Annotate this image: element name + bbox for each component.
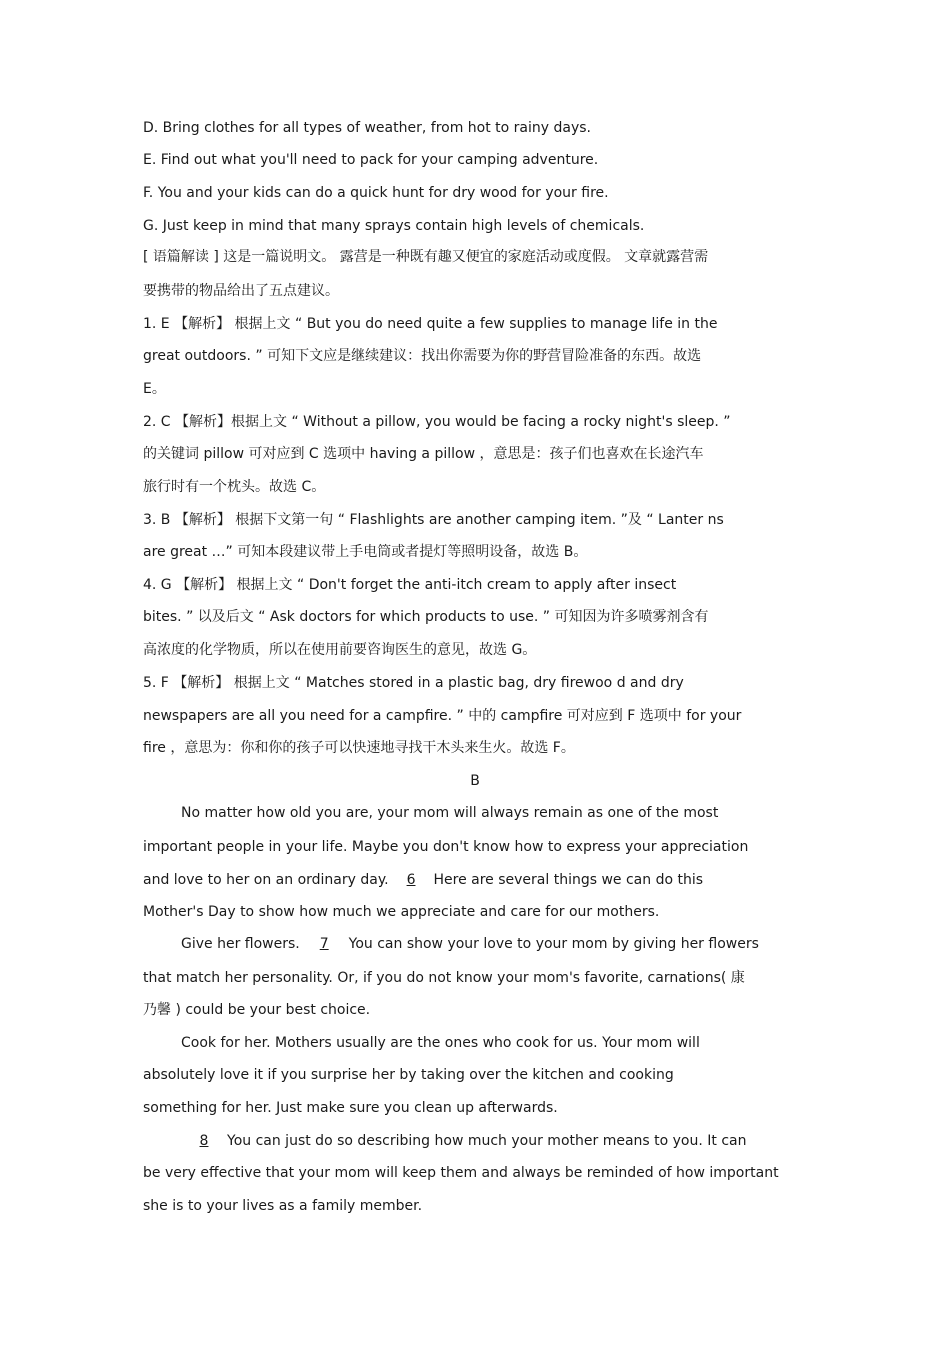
passage-text: You can show your love to your mom by giving her flowers [344,936,759,952]
passage-text: Here are several things we can do this [429,872,704,888]
reading-summary-line: 要携带的物品给出了五点建议。 [143,283,339,299]
answer-2-line: 2. C 【解析】根据上文 “ Without a pillow, you would be facing a rocky night's sleep. ” [143,414,731,430]
answer-1-line: E。 [143,381,166,397]
answer-5-line: newspapers are all you need for a campfire. ” 中的 campfire 可对应到 F 选项中 for your [143,708,742,724]
section-title: B [470,773,480,789]
passage-text: You can just do so describing how much your mother means to you. It can [227,1133,747,1149]
answer-2-line: 的关键词 pillow 可对应到 C 选项中 having a pillow ，意思是：孩子们也喜欢在长途汽车 [143,446,704,462]
answer-4-line: 高浓度的化学物质，所以在使用前要咨询医生的意见，故选 G。 [143,642,537,658]
option-d: D. Bring clothes for all types of weather, from hot to rainy days. [143,120,591,136]
answer-4-line: 4. G 【解析】 根据上文 “ Don't forget the anti-itch cream to apply after insect [143,577,677,593]
passage-line: absolutely love it if you surprise her by taking over the kitchen and cooking [143,1067,674,1083]
answer-1-line: 1. E 【解析】 根据上文 “ But you do need quite a few supplies to manage life in the [143,316,718,332]
passage-text: and love to her on an ordinary day. [143,872,394,888]
passage-line: No matter how old you are, your mom will always remain as one of the most [181,805,719,821]
answer-2-line: 旅行时有一个枕头。故选 C。 [143,479,326,495]
answer-1-line: great outdoors. ” 可知下文应是继续建议：找出你需要为你的野营冒险准备的东西。故选 [143,348,702,364]
passage-line: Cook for her. Mothers usually are the ones who cook for us. Your mom will [181,1035,700,1051]
passage-line: something for her. Just make sure you clean up afterwards. [143,1100,558,1116]
blank-7: 7 [319,936,329,952]
option-g: G. Just keep in mind that many sprays contain high levels of chemicals. [143,218,645,234]
passage-line: Mother's Day to show how much we appreciate and care for our mothers. [143,904,660,920]
answer-4-line: bites. ” 以及后文 “ Ask doctors for which products to use. ” 可知因为许多喷雾剂含有 [143,609,709,625]
blank-8: 8 [199,1133,209,1149]
passage-line [143,871,813,889]
passage-line: she is to your lives as a family member. [143,1198,423,1214]
passage-line: important people in your life. Maybe you don't know how to express your appreciation [143,839,749,855]
option-e: E. Find out what you'll need to pack for your camping adventure. [143,152,599,168]
option-f: F. You and your kids can do a quick hunt for dry wood for your fire. [143,185,609,201]
answer-3-line: are great …” 可知本段建议带上手电筒或者提灯等照明设备，故选 B。 [143,544,588,560]
passage-line: be very effective that your mom will keep them and always be reminded of how important [143,1165,779,1181]
answer-5-line: fire ，意思为：你和你的孩子可以快速地寻找干木头来生火。故选 F。 [143,740,575,756]
answer-5-line: 5. F 【解析】 根据上文 “ Matches stored in a plastic bag, dry firewoo d and dry [143,675,684,691]
passage-line [181,1132,813,1150]
passage-line: that match her personality. Or, if you do not know your mom's favorite, carnations( 康 [143,970,745,986]
passage-text: Give her flowers. [181,936,305,952]
blank-6: 6 [406,872,416,888]
reading-summary-line: [ 语篇解读 ] 这是一篇说明文。 露营是一种既有趣又便宜的家庭活动或度假。 文章就露营需 [143,249,709,265]
answer-3-line: 3. B 【解析】 根据下文第一句 “ Flashlights are another camping item. ”及 “ Lanter ns [143,512,724,528]
passage-line [181,935,813,953]
passage-line: 乃馨 ) could be your best choice. [143,1002,371,1018]
